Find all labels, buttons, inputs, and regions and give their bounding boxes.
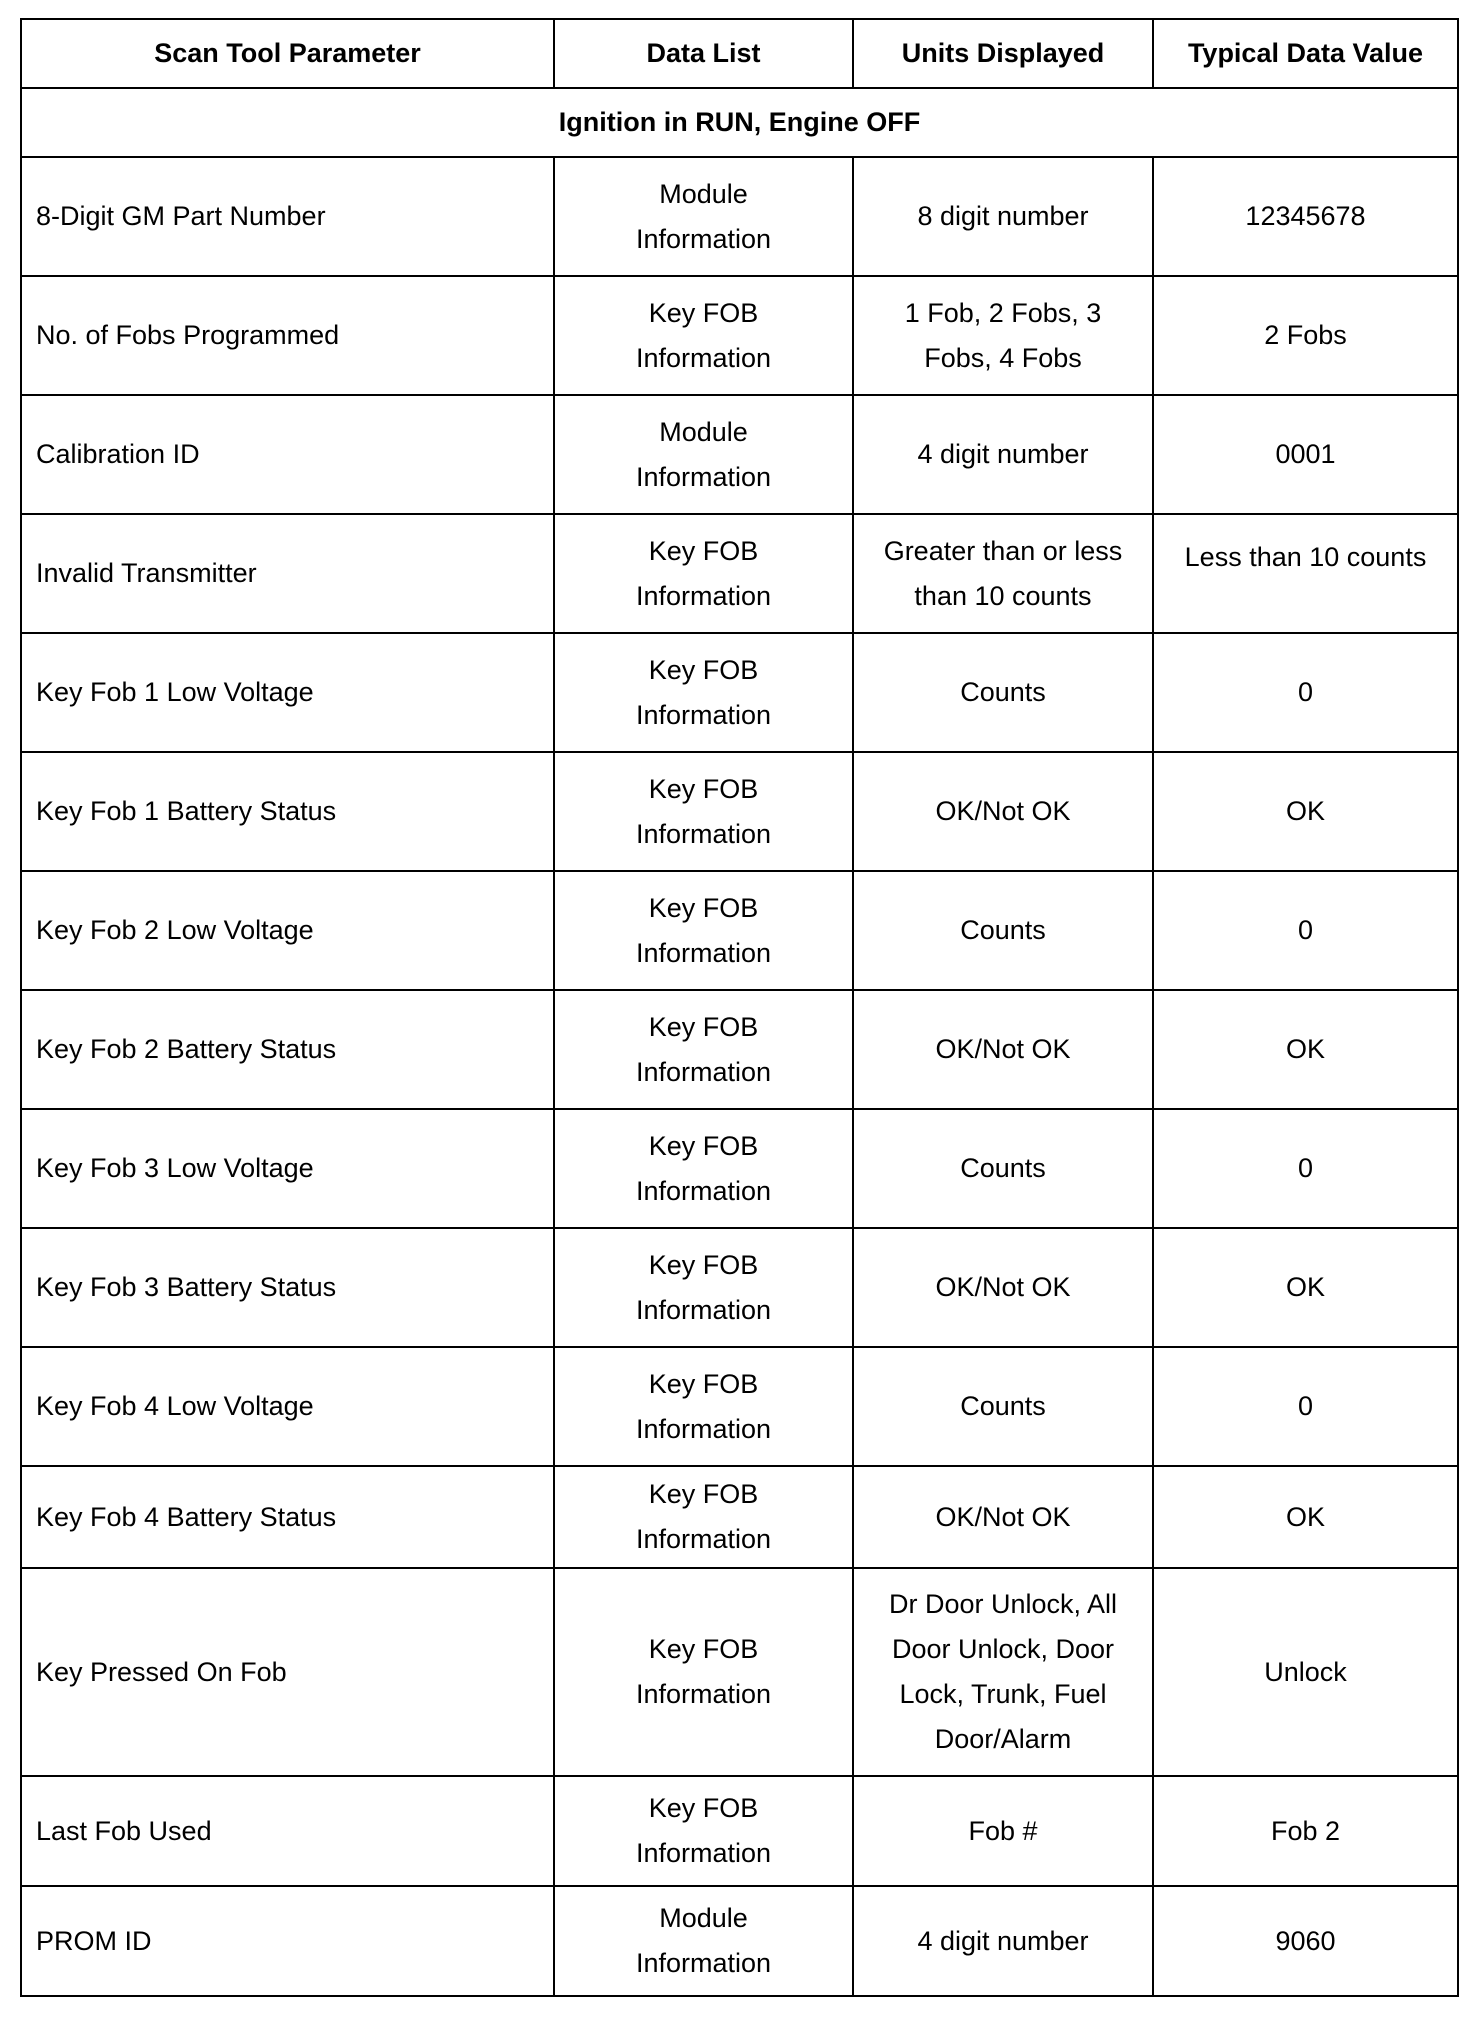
param-cell: Key Fob 3 Low Voltage [21, 1109, 554, 1228]
table-row [21, 990, 1458, 1109]
typical-value-cell: Unlock [1153, 1568, 1458, 1776]
data-list-cell: Module Information [554, 395, 853, 514]
table-row [21, 395, 1458, 514]
units-cell: Counts [853, 1109, 1153, 1228]
data-list-cell: Key FOB Information [554, 1466, 853, 1568]
table-row [21, 157, 1458, 276]
param-cell: Key Fob 4 Battery Status [21, 1466, 554, 1568]
typical-value-cell: 0 [1153, 1109, 1458, 1228]
units-cell: 4 digit number [853, 395, 1153, 514]
data-list-cell: Key FOB Information [554, 276, 853, 395]
units-cell: 8 digit number [853, 157, 1153, 276]
param-cell: Invalid Transmitter [21, 514, 554, 633]
table-row [21, 1886, 1458, 1996]
typical-value-cell: Fob 2 [1153, 1776, 1458, 1886]
units-cell: Counts [853, 1347, 1153, 1466]
param-cell: Key Fob 1 Low Voltage [21, 633, 554, 752]
table-row [21, 1776, 1458, 1886]
data-list-cell: Key FOB Information [554, 1109, 853, 1228]
table-row [21, 1109, 1458, 1228]
data-list-cell: Key FOB Information [554, 752, 853, 871]
data-list-cell: Key FOB Information [554, 1568, 853, 1776]
param-cell: Key Fob 1 Battery Status [21, 752, 554, 871]
typical-value-cell: 0 [1153, 871, 1458, 990]
units-cell: OK/Not OK [853, 1466, 1153, 1568]
units-cell: Counts [853, 871, 1153, 990]
units-cell: OK/Not OK [853, 1228, 1153, 1347]
data-list-cell: Key FOB Information [554, 1228, 853, 1347]
param-cell: Last Fob Used [21, 1776, 554, 1886]
typical-value-cell: OK [1153, 1228, 1458, 1347]
table-row [21, 1228, 1458, 1347]
typical-value-cell: 12345678 [1153, 157, 1458, 276]
header-row [21, 19, 1458, 88]
data-list-cell: Key FOB Information [554, 514, 853, 633]
units-cell: Counts [853, 633, 1153, 752]
scan-tool-data-table [20, 18, 1459, 1997]
table-row [21, 514, 1458, 633]
section-title: Ignition in RUN, Engine OFF [21, 88, 1458, 157]
data-list-cell: Key FOB Information [554, 1347, 853, 1466]
typical-value-cell: 0 [1153, 633, 1458, 752]
param-cell: Key Fob 2 Low Voltage [21, 871, 554, 990]
data-list-cell: Module Information [554, 1886, 853, 1996]
data-list-cell: Key FOB Information [554, 1776, 853, 1886]
data-list-cell: Key FOB Information [554, 990, 853, 1109]
param-cell: Key Fob 3 Battery Status [21, 1228, 554, 1347]
units-cell: Fob # [853, 1776, 1153, 1886]
header-units-displayed: Units Displayed [853, 19, 1153, 88]
units-cell: Dr Door Unlock, All Door Unlock, Door Lock, Trunk, Fuel Door/Alarm [853, 1568, 1153, 1776]
units-cell: 4 digit number [853, 1886, 1153, 1996]
data-list-cell: Key FOB Information [554, 871, 853, 990]
table-row [21, 871, 1458, 990]
param-cell: Key Fob 4 Low Voltage [21, 1347, 554, 1466]
param-cell: 8-Digit GM Part Number [21, 157, 554, 276]
units-cell: Greater than or less than 10 counts [853, 514, 1153, 633]
table-row [21, 1347, 1458, 1466]
typical-value-cell: 0001 [1153, 395, 1458, 514]
header-typical-data-value: Typical Data Value [1153, 19, 1458, 88]
typical-value-cell: Less than 10 counts [1153, 514, 1458, 633]
units-cell: OK/Not OK [853, 752, 1153, 871]
typical-value-cell: OK [1153, 990, 1458, 1109]
section-row [21, 88, 1458, 157]
typical-value-cell: 2 Fobs [1153, 276, 1458, 395]
param-cell: No. of Fobs Programmed [21, 276, 554, 395]
typical-value-cell: OK [1153, 752, 1458, 871]
param-cell: Key Pressed On Fob [21, 1568, 554, 1776]
header-scan-tool-parameter: Scan Tool Parameter [21, 19, 554, 88]
table-row [21, 633, 1458, 752]
table-row [21, 752, 1458, 871]
units-cell: OK/Not OK [853, 990, 1153, 1109]
header-data-list: Data List [554, 19, 853, 88]
table-row [21, 276, 1458, 395]
typical-value-cell: OK [1153, 1466, 1458, 1568]
typical-value-cell: 0 [1153, 1347, 1458, 1466]
typical-value-cell: 9060 [1153, 1886, 1458, 1996]
table-row [21, 1568, 1458, 1776]
param-cell: Calibration ID [21, 395, 554, 514]
data-list-cell: Key FOB Information [554, 633, 853, 752]
data-list-cell: Module Information [554, 157, 853, 276]
param-cell: Key Fob 2 Battery Status [21, 990, 554, 1109]
units-cell: 1 Fob, 2 Fobs, 3 Fobs, 4 Fobs [853, 276, 1153, 395]
param-cell: PROM ID [21, 1886, 554, 1996]
table-row [21, 1466, 1458, 1568]
